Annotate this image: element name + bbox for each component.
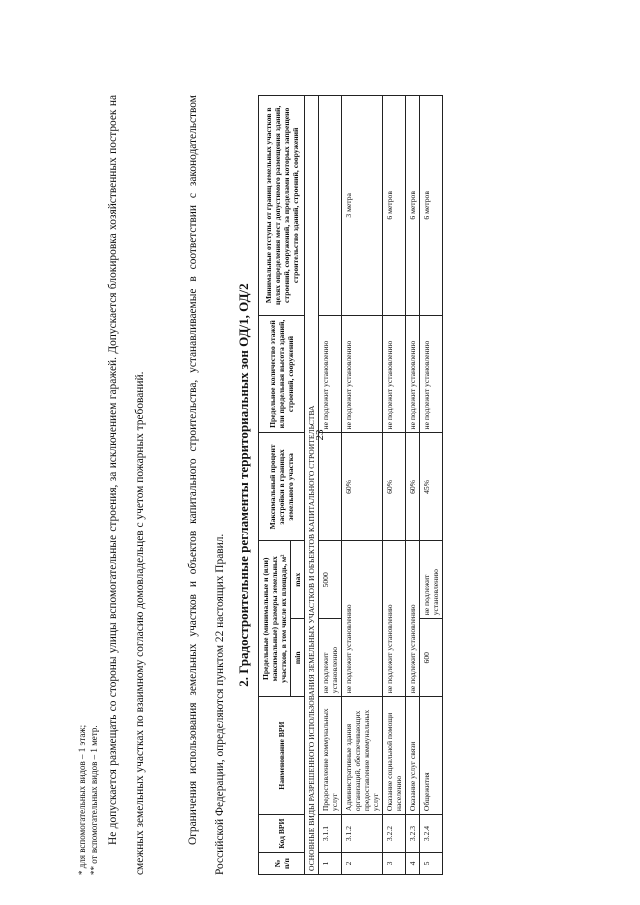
page-number: 23 [314, 429, 326, 441]
cell-min: не подлежит установлению [383, 541, 406, 697]
cell-percent: 60% [383, 433, 406, 541]
section-main-label: ОСНОВНЫЕ ВИДЫ РАЗРЕШЕННОГО ИСПОЛЬЗОВАНИЯ ЗЕМЕЛЬНЫХ УЧАСТКОВ И ОБЪЕКТОВ КАПИТАЛЬНОГО СТРОИТЕЛЬСТВА [305, 96, 319, 875]
section-heading: 2. Градостроительные регламенты территориальных зон ОД/1, ОД/2 [236, 283, 251, 687]
cell-percent: 45% [420, 433, 443, 541]
cell-setback [319, 96, 342, 316]
table-row [342, 96, 383, 875]
section-row-main [305, 96, 319, 875]
cell-max: не подлежит установлению [420, 541, 443, 619]
cell-floors: не подлежит установлению [420, 315, 443, 433]
table-row [319, 96, 342, 875]
cell-setback: 6 метров [383, 96, 406, 316]
header-num: № п/п [259, 853, 305, 875]
header-max: max [291, 541, 305, 619]
cell-min: не подлежит установлению [342, 541, 383, 697]
header-name: Наименование ВРИ [259, 697, 305, 815]
cell-min: не подлежит установлению [319, 619, 342, 697]
footnotes [76, 95, 100, 875]
footnote-floors: * для вспомогательных видов – 1 этаж; [77, 724, 87, 875]
cell-min: не подлежит установлению [406, 541, 420, 697]
cell-code: 3.1.2 [342, 815, 383, 853]
table-row [406, 96, 420, 875]
cell-code: 3.2.3 [406, 815, 420, 853]
header-min: min [291, 619, 305, 697]
footnote-setback: ** от вспомогательных видов – 1 метр. [89, 725, 99, 875]
paragraph-restrictions: Ограничения использования земельных участков и объектов капитального строительства, устанавливаемые в соответствии с законодательством Российской Федерации, определяются пунктом 22 настоящих Правил. [187, 95, 226, 875]
table-row [383, 96, 406, 875]
cell-num: 3 [383, 853, 406, 875]
cell-floors: не подлежит установлению [406, 315, 420, 433]
cell-name: Общежития [420, 697, 443, 815]
cell-name: Оказание услуг связи [406, 697, 420, 815]
header-floors: Предельное количество этажей или предельная высота зданий, строений, сооружений [259, 315, 305, 433]
header-size: Предельные (минимальные и (или) максимальные) размеры земельных участков, в том числе их площадь, м² [259, 541, 291, 697]
cell-setback: 3 метра [342, 96, 383, 316]
cell-floors: не подлежит установлению [342, 315, 383, 433]
cell-name: Оказание социальной помощи населению [383, 697, 406, 815]
header-percent: Максимальный процент застройки в границах земельного участка [259, 433, 305, 541]
cell-num: 4 [406, 853, 420, 875]
cell-code: 3.1.1 [319, 815, 342, 853]
cell-num: 1 [319, 853, 342, 875]
paragraph-garages: Не допускается размещать со стороны улицы вспомогательные строения, за исключением гаражей. Допускается блокировка хозяйственных построек на смежных земельных участках по взаимному согласию домовладельцев с учетом пожарных требований. [107, 95, 146, 875]
rotated-page-content [70, 95, 570, 875]
cell-setback: 6 метров [420, 96, 443, 316]
cell-num: 2 [342, 853, 383, 875]
cell-name: Административные здания организаций, обеспечивающих предоставление коммунальных услуг [342, 697, 383, 815]
cell-max: 5000 [319, 541, 342, 619]
cell-floors: не подлежит установлению [383, 315, 406, 433]
cell-min: 600 [420, 619, 443, 697]
header-code: Код ВРИ [259, 815, 305, 853]
regulations-table [258, 95, 443, 875]
cell-floors: не подлежит установлению [319, 315, 342, 433]
cell-percent: 60% [406, 433, 420, 541]
header-setback: Минимальные отступы от границ земельных участков в целях определения мест допустимого размещения зданий, строений, сооружений, за пределами которых запрещено строительство зданий, строений, сооружений [259, 96, 305, 316]
cell-num: 5 [420, 853, 443, 875]
cell-code: 3.2.4 [420, 815, 443, 853]
cell-percent [319, 433, 342, 541]
cell-percent: 60% [342, 433, 383, 541]
cell-name: Предоставление коммунальных услуг [319, 697, 342, 815]
cell-setback: 6 метров [406, 96, 420, 316]
cell-code: 3.2.2 [383, 815, 406, 853]
table-row [420, 96, 443, 875]
